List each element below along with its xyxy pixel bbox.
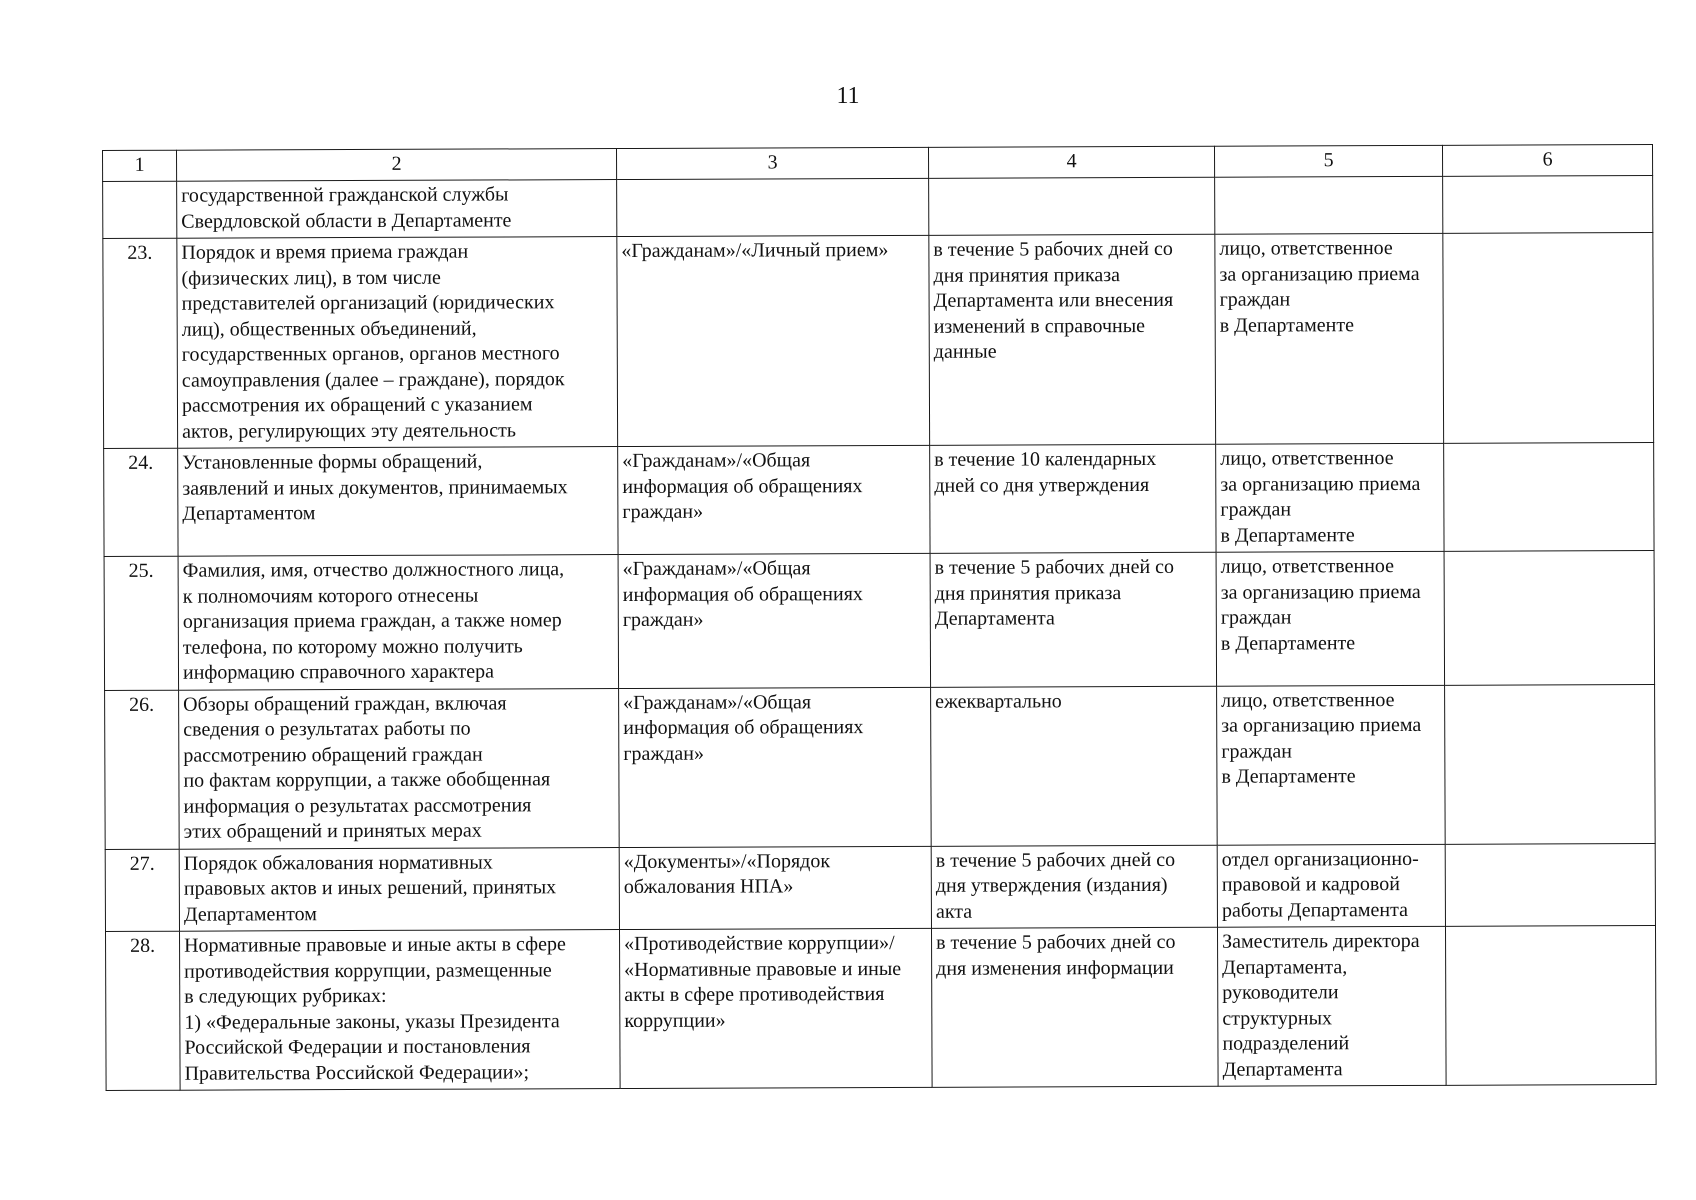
row-note — [1444, 551, 1655, 685]
row-section — [617, 178, 929, 236]
row-note — [1444, 443, 1654, 552]
row-note — [1443, 176, 1653, 234]
row-number: 28. — [106, 931, 181, 1090]
row-responsible: лицо, ответственное за организацию приема граждан в Департаменте — [1216, 443, 1444, 552]
table-row — [105, 684, 1656, 849]
row-number: 26. — [105, 690, 180, 849]
row-responsible — [1215, 176, 1443, 234]
row-note — [1445, 684, 1656, 844]
row-section: «Гражданам»/«Общая информация об обращениях граждан» — [619, 687, 932, 847]
column-header: 1 — [103, 150, 177, 181]
page-number: 11 — [836, 83, 860, 109]
table-row — [103, 176, 1653, 239]
table-row — [106, 926, 1657, 1091]
row-term: в течение 10 календарных дней со дня утверждения — [930, 444, 1216, 553]
row-responsible: лицо, ответственное за организацию приема граждан в Департаменте — [1217, 685, 1446, 845]
row-number: 24. — [104, 448, 178, 556]
row-section: «Гражданам»/«Личный прием» — [617, 235, 930, 446]
row-responsible: лицо, ответственное за организацию приема граждан в Департаменте — [1215, 233, 1444, 444]
column-header: 4 — [928, 146, 1214, 178]
table-row — [105, 843, 1655, 931]
row-term: в течение 5 рабочих дней со дня утверждения (издания) акта — [931, 845, 1217, 929]
row-content: Установленные формы обращений, заявлений и иных документов, принимаемых Департаментом — [178, 447, 618, 557]
row-responsible: Заместитель директора Департамента, руководители структурных подразделений Департамента — [1217, 926, 1446, 1086]
column-header: 5 — [1214, 145, 1442, 177]
row-number: 23. — [103, 238, 178, 448]
table-row — [104, 443, 1654, 557]
table-row — [103, 233, 1654, 449]
column-header: 3 — [616, 147, 928, 179]
row-content: Нормативные правовые и иные акты в сфере противодействия коррупции, размещенные в следующих рубриках: 1) «Федеральные законы, указы Президента Российской Федерации и постановления Правительства Российской Федерации»; — [180, 930, 621, 1091]
row-content: Обзоры обращений граждан, включая сведения о результатах работы по рассмотрению обращений граждан по фактам коррупции, а также обобщенная информация о результатах рассмотрения этих обращений и принятых мерах — [179, 688, 620, 849]
row-content: Порядок обжалования нормативных правовых актов и иных решений, принятых Департаментом — [179, 847, 619, 931]
row-section: «Документы»/«Порядок обжалования НПА» — [619, 846, 931, 930]
row-section: «Гражданам»/«Общая информация об обращениях граждан» — [618, 445, 930, 554]
row-responsible: лицо, ответственное за организацию приема граждан в Департаменте — [1216, 551, 1445, 685]
row-note — [1445, 843, 1655, 926]
row-responsible: отдел организационно- правовой и кадровой работы Департамента — [1217, 844, 1445, 927]
table-row — [104, 551, 1655, 690]
row-content: государственной гражданской службы Свердловской области в Департаменте — [177, 180, 617, 239]
column-header: 2 — [177, 149, 617, 182]
row-term — [929, 177, 1215, 235]
row-term: ежеквартально — [931, 686, 1218, 846]
row-number — [103, 181, 177, 238]
column-header: 6 — [1442, 145, 1652, 177]
row-term: в течение 5 рабочих дней со дня принятия приказа Департамента — [930, 552, 1217, 687]
row-note — [1445, 926, 1656, 1086]
info-table — [102, 144, 1657, 1091]
row-term: в течение 5 рабочих дней со дня принятия приказа Департамента или внесения изменений в справочные данные — [929, 234, 1216, 445]
row-number: 27. — [105, 849, 179, 932]
row-term: в течение 5 рабочих дней со дня изменения информации — [931, 927, 1218, 1087]
row-section: «Противодействие коррупции»/ «Нормативные правовые и иные акты в сфере противодействия коррупции» — [619, 928, 932, 1088]
row-content: Порядок и время приема граждан (физических лиц), в том числе представителей организаций (юридических лиц), общественных объединений, государственных органов, органов местного самоуправления (далее – граждане), порядок рассмотрения их обращений с указанием актов, регулирующих эту деятельность — [177, 237, 618, 449]
row-note — [1443, 233, 1654, 444]
row-number: 25. — [104, 556, 179, 690]
row-section: «Гражданам»/«Общая информация об обращениях граждан» — [618, 553, 931, 688]
document-sheet — [102, 144, 1657, 1091]
row-content: Фамилия, имя, отчество должностного лица, к полномочиям которого отнесены организация приема граждан, а также номер телефона, по которому можно получить информацию справочного характера — [178, 555, 619, 690]
